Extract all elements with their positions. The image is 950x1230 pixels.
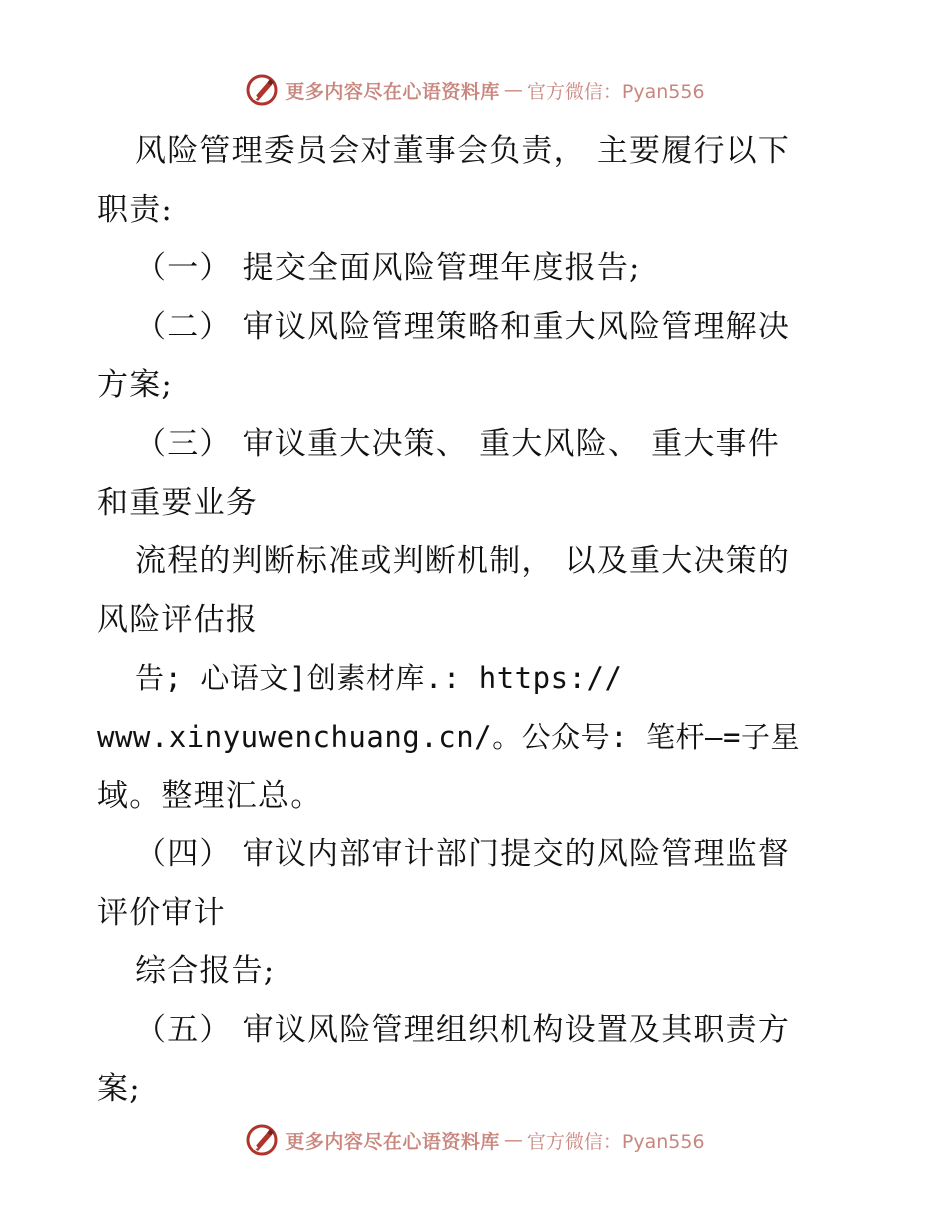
body-line-10: 告; 心语文]创素材库.: https://: [135, 661, 623, 696]
body-line-12: 域。整理汇总。: [97, 777, 323, 814]
document-body: [97, 122, 837, 1118]
body-line-3: （一） 提交全面风险管理年度报告;: [135, 250, 641, 287]
body-line-2: 职责:: [97, 191, 174, 228]
footer-watermark: [0, 1120, 950, 1160]
header-watermark: [0, 70, 950, 110]
header-brand-text: 更多内容尽在心语资料库: [285, 80, 500, 103]
body-line-15: 综合报告;: [135, 953, 276, 990]
body-line-9: 风险评估报: [97, 601, 258, 638]
body-line-13: （四） 审议内部审计部门提交的风险管理监督: [135, 836, 791, 873]
body-line-14: 评价审计: [97, 894, 226, 931]
body-line-6: （三） 审议重大决策、 重大风险、 重大事件: [135, 425, 780, 462]
footer-wechat-text: 官方微信：Pyan556: [526, 1130, 705, 1153]
body-line-5: 方案;: [97, 367, 174, 404]
pen-logo-icon: [245, 1123, 279, 1157]
body-line-4: （二） 审议风险管理策略和重大风险管理解决: [135, 308, 791, 345]
body-line-1: 风险管理委员会对董事会负责， 主要履行以下: [135, 133, 791, 169]
body-line-8: 流程的判断标准或判断机制， 以及重大决策的: [135, 543, 791, 580]
header-wechat-text: 官方微信：Pyan556: [526, 80, 705, 103]
body-line-16: （五） 审议风险管理组织机构设置及其职责方: [135, 1011, 791, 1048]
header-dash: —: [503, 79, 523, 101]
pen-logo-icon: [245, 73, 279, 107]
body-line-11: www.xinyuwenchuang.cn/。公众号: 笔杆—=子星: [97, 719, 800, 754]
body-line-17: 案;: [97, 1070, 141, 1107]
footer-dash: —: [503, 1129, 523, 1151]
body-line-7: 和重要业务: [97, 484, 258, 521]
footer-brand-text: 更多内容尽在心语资料库: [285, 1130, 500, 1153]
